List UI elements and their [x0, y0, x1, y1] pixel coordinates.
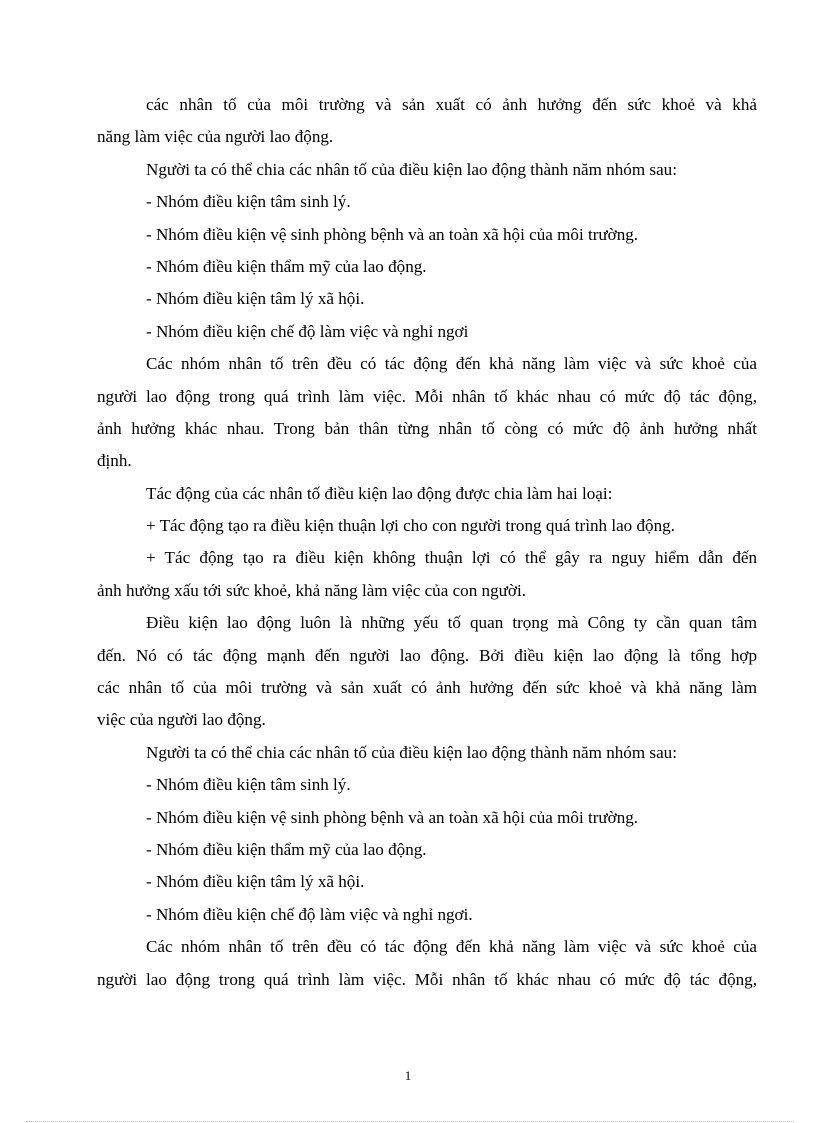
text-line: ảnh hưởng khác nhau. Trong bản thân từng nhân tố còng có mức độ ảnh hưởng nhất [97, 418, 757, 438]
list-item: + Tác động tạo ra điều kiện thuận lợi cho con người trong quá trình lao động. [146, 516, 675, 536]
list-item: + Tác động tạo ra điều kiện không thuận lợi có thể gây ra nguy hiểm dẫn đến [146, 548, 757, 568]
text-line: Tác động của các nhân tố điều kiện lao động được chia làm hai loại: [146, 483, 613, 503]
text-line: Các nhóm nhân tố trên đều có tác động đến khả năng làm việc và sức khoẻ của [146, 354, 757, 374]
list-item: - Nhóm điều kiện tâm sinh lý. [146, 192, 351, 212]
text-line: Các nhóm nhân tố trên đều có tác động đến khả năng làm việc và sức khoẻ của [146, 937, 757, 957]
text-line: năng làm việc của người lao động. [97, 127, 334, 147]
list-item: - Nhóm điều kiện thẩm mỹ của lao động. [146, 839, 427, 859]
list-item: - Nhóm điều kiện vệ sinh phòng bệnh và an toàn xã hội của môi trường. [146, 224, 639, 244]
document-body [97, 89, 757, 996]
text-line: người lao động trong quá trình làm việc. Mỗi nhân tố khác nhau có mức độ tác động, [97, 386, 757, 406]
text-line: Người ta có thể chia các nhân tố của điều kiện lao động thành năm nhóm sau: [146, 159, 677, 179]
text-line: Điều kiện lao động luôn là những yếu tố quan trọng mà Công ty cần quan tâm [146, 613, 757, 633]
list-item: - Nhóm điều kiện thẩm mỹ của lao động. [146, 256, 427, 276]
list-item: - Nhóm điều kiện tâm lý xã hội. [146, 872, 365, 892]
text-line: định. [97, 451, 132, 471]
list-item: - Nhóm điều kiện chế độ làm việc và nghỉ ngơi. [146, 904, 473, 924]
list-item: - Nhóm điều kiện tâm lý xã hội. [146, 289, 365, 309]
page-bottom-divider [26, 1121, 794, 1122]
text-line: người lao động trong quá trình làm việc. Mỗi nhân tố khác nhau có mức độ tác động, [97, 969, 757, 989]
text-line: đến. Nó có tác động mạnh đến người lao động. Bởi điều kiện lao động là tổng hợp [97, 645, 757, 665]
list-item: - Nhóm điều kiện tâm sinh lý. [146, 775, 351, 795]
page-number: 1 [404, 1068, 412, 1083]
text-line: Người ta có thể chia các nhân tố của điều kiện lao động thành năm nhóm sau: [146, 742, 677, 762]
list-item: - Nhóm điều kiện vệ sinh phòng bệnh và an toàn xã hội của môi trường. [146, 807, 639, 827]
text-line: các nhân tố của môi trường và sản xuất có ảnh hưởng đến sức khoẻ và khả [146, 95, 757, 114]
text-line: các nhân tố của môi trường và sản xuất có ảnh hưởng đến sức khoẻ và khả năng làm [97, 678, 757, 698]
text-line: ảnh hưởng xấu tới sức khoẻ, khả năng làm việc của con người. [97, 580, 526, 600]
text-line: việc của người lao động. [97, 710, 266, 730]
list-item: - Nhóm điều kiện chế độ làm việc và nghỉ ngơi [146, 321, 469, 341]
